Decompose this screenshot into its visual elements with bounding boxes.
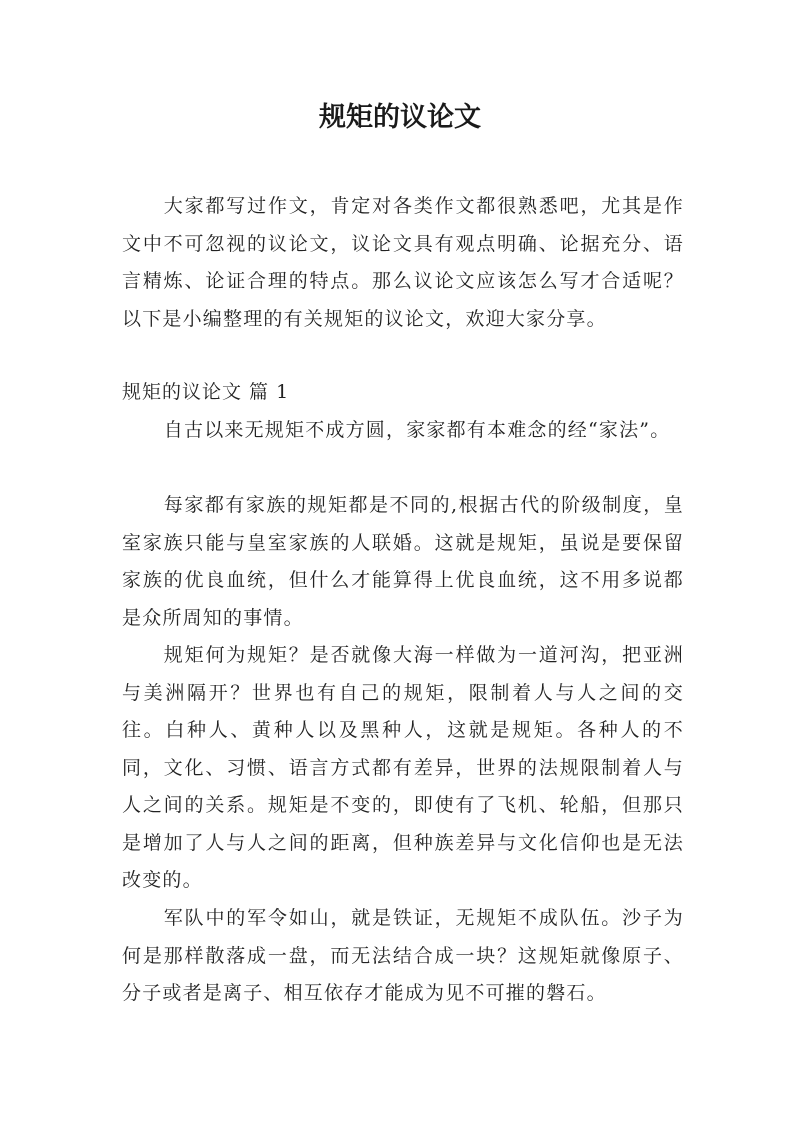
body-paragraph-4: 军队中的军令如山，就是铁证，无规矩不成队伍。沙子为何是那样散落成一盘，而无法结合成一块？这规矩就像原子、分子或者是离子、相互依存才能成为见不可摧的磐石。 bbox=[122, 907, 684, 1004]
section-heading: 规矩的议论文 篇 1 bbox=[122, 381, 290, 403]
document-title: 规矩的议论文 bbox=[319, 102, 481, 133]
intro-paragraph: 大家都写过作文，肯定对各类作文都很熟悉吧，尤其是作文中不可忽视的议论文，议论文具有观点明确、论据充分、语言精炼、论证合理的特点。那么议论文应该怎么写才合适呢？以下是小编整理的有关规矩的议论文，欢迎大家分享。 bbox=[122, 195, 684, 330]
body-paragraph-1: 自古以来无规矩不成方圆，家家都有本难念的经“家法”。 bbox=[163, 419, 671, 441]
body-paragraph-3: 规矩何为规矩？是否就像大海一样做为一道河沟，把亚洲与美洲隔开？世界也有自己的规矩，限制着人与人之间的交往。白种人、黄种人以及黑种人，这就是规矩。各种人的不同，文化、习惯、语言方式都有差异，世界的法规限制着人与人之间的关系。规矩是不变的，即使有了飞机、轮船，但那只是增加了人与人之间的距离，但种族差异与文化信仰也是无法改变的。 bbox=[122, 644, 684, 891]
body-paragraph-2: 每家都有家族的规矩都是不同的,根据古代的阶级制度，皇室家族只能与皇室家族的人联婚。这就是规矩，虽说是要保留家族的优良血统，但什么才能算得上优良血统，这不用多说都是众所周知的事情。 bbox=[122, 494, 684, 629]
